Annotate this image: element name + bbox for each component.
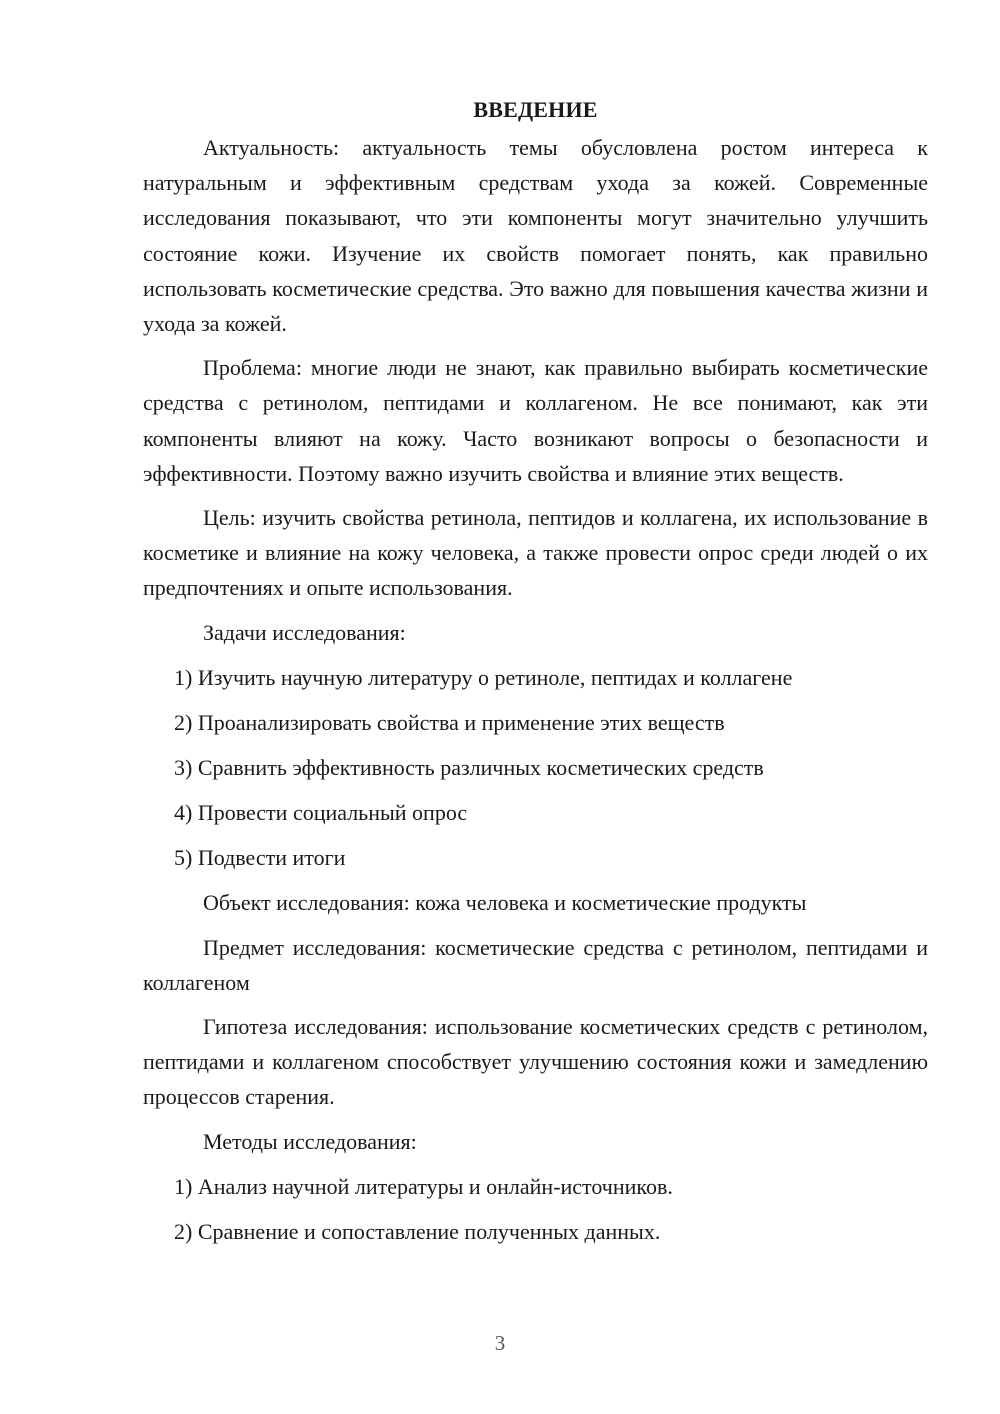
section-title: ВВЕДЕНИЕ (473, 97, 598, 122)
document-page (143, 92, 928, 1259)
list-item: 1) Анализ научной литературы и онлайн-источников. (174, 1173, 673, 1199)
relevance-paragraph: Актуальность: актуальность темы обусловлена ростом интереса к натуральным и эффективным средствам ухода за кожей. Современные исследования показывают, что эти компоненты могут значительно улучшить состояние кожи. Изучение их свойств помогает понять, как правильно использовать косметические средства. Это важно для повышения качества жизни и ухода за кожей. (143, 135, 928, 337)
object-line: Объект исследования: кожа человека и косметические продукты (203, 889, 807, 915)
page-number: 3 (494, 1331, 506, 1355)
list-item: 5) Подвести итоги (174, 844, 346, 870)
subject-paragraph: Предмет исследования: косметические средства с ретинолом, пептидами и коллагеном (143, 934, 928, 995)
list-item: 1) Изучить научную литературу о ретиноле, пептидах и коллагене (174, 664, 793, 690)
list-item: 2) Сравнение и сопоставление полученных данных. (174, 1218, 661, 1244)
list-item: 4) Провести социальный опрос (174, 799, 468, 825)
tasks-heading: Задачи исследования: (203, 619, 406, 645)
methods-list (143, 1169, 928, 1249)
goal-paragraph: Цель: изучить свойства ретинола, пептидов и коллагена, их использование в косметике и влияние на кожу человека, а также провести опрос среди людей о их предпочтениях и опыте использования. (143, 505, 928, 601)
list-item: 3) Сравнить эффективность различных косметических средств (174, 754, 764, 780)
tasks-list (143, 660, 928, 875)
hypothesis-paragraph: Гипотеза исследования: использование косметических средств с ретинолом, пептидами и коллагеном способствует улучшению состояния кожи и замедлению процессов старения. (143, 1014, 928, 1110)
problem-paragraph: Проблема: многие люди не знают, как правильно выбирать косметические средства с ретинолом, пептидами и коллагеном. Не все понимают, как эти компоненты влияют на кожу. Часто возникают вопросы о безопасности и эффективности. Поэтому важно изучить свойства и влияние этих веществ. (143, 355, 928, 486)
methods-heading: Методы исследования: (203, 1128, 417, 1154)
list-item: 2) Проанализировать свойства и применение этих веществ (174, 709, 725, 735)
